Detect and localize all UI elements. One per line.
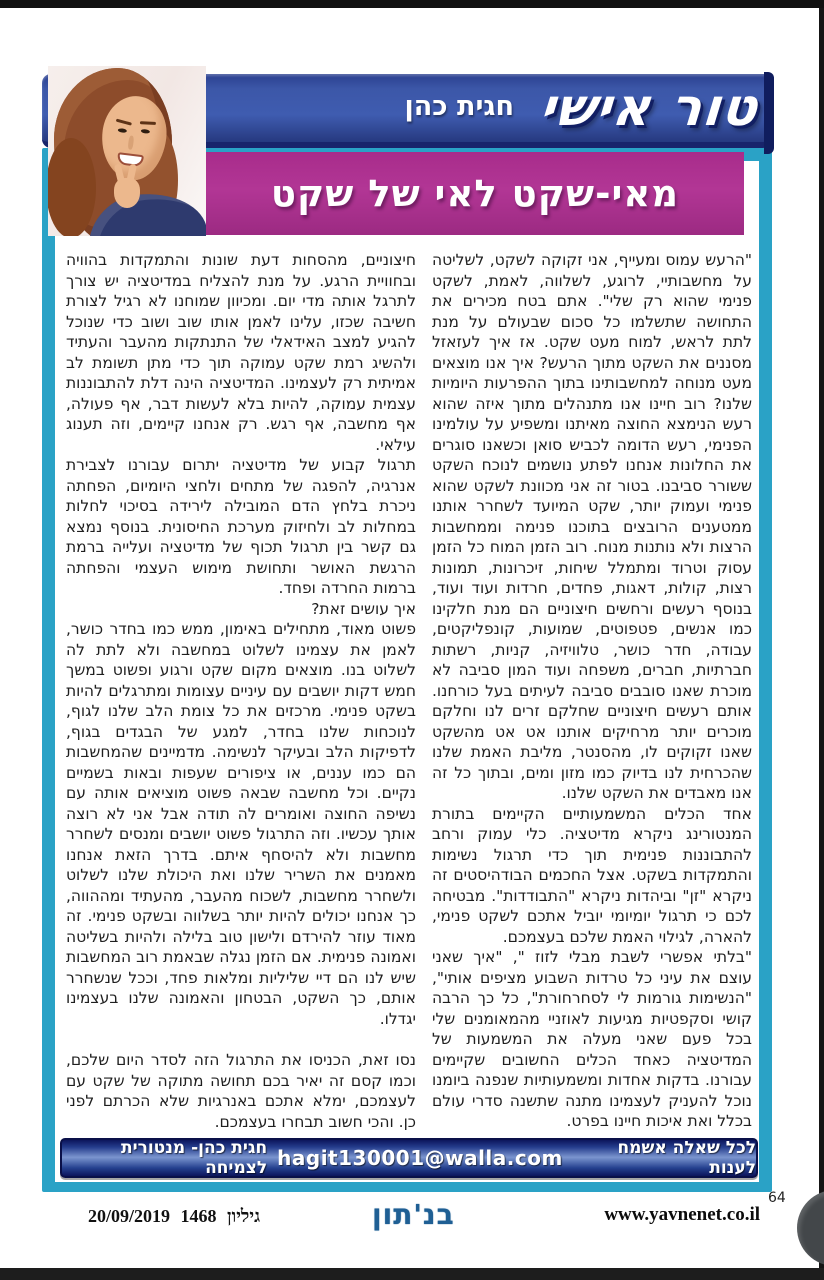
photo-eyebrow	[140, 121, 156, 125]
article-paragraph: "הרעש עמוס ומעייף, אני זקוקה לשקט, לשליטה על מחשבותיי, לרוגע, לשלווה, לאמת, לשקט פנימי שהוא רק שלי". אתם בטח מכירים את התחושה שתשלמו כל סכום שבעולם על מנת לתת לראש, למוח מעט שקט. אז איך לעזאזל מסננים את השקט מתוך הרעש? איך אנו מוצאים מעט מנוחה למחשבותינו בתוך ההפרעות היומיות שלנו? רוב חיינו אנו מתנהלים מתוך איזה שהוא רעש הנימצא החוצה מאיתנו ומשפיע על עולמינו הפנימי, רעש הדומה לכביש סואן וכשאנו סוגרים את החלונות אנחנו לפתע נושמים לנוכח השקט ששורר סביבנו. בטור זה אני מכוונת לשקט שהוא פנימי ועמוק יותר, שקט המיועד לשחרר אותנו ממטענים הרובצים בתוכנו פנימה וממחשבות הרצות ולא נותנות מנוח. רוב הזמן המוח כל הזמן עסוק וטרוד ומתמלל שיחות, זיכרונות, תמונות רצות, קולות, דאגות, פחדים, חרדות ועוד ועוד, בנוסף רעשים ורחשים חיצוניים הם מנת חלקינו כמו אנשים, פטפוטים, שמועות, קונפליקטים, עבודה, חדר כושר, טלוויזיה, קניות, רשתות חברתיות, חברים, משפחה ועוד המון סביבה לא מוכרת שאנו סובבים סביבה לעיתים בעל כורחנו. אותם רעשים חיצוניים שחלקם זרים לנו וחלקם מוכרים יותר מרחיקים אותנו אט אט מהשקט שאנו זקוקים לו, מהסנטר, מליבת האמת שלנו שהכרחית לנו בדיוק כמו מזון ומים, ובתוך כל זה אנו מאבדים את השקט שלנו.	[432, 251, 752, 802]
contact-suffix: חגית כהן- מנטורית לצמיחה	[120, 1138, 268, 1178]
contact-banner	[60, 1138, 758, 1178]
article-paragraph: אחד הכלים המשמעותיים הקיימים בתורת המנטורינג ניקרא מדיטציה. כלי עמוק ורחב להתבוננות פנימית תוך כדי תרגול נשימות והתמקדות בשקט. אצל החכמים הבודהיסטים זה ניקרא "זן" וביהדות ניקרא "התבודדות". מבטיחה לכם כי תרגול יומיומי יוביל אתכם לשקט פנימי, להארה, לגילוי האמת שלכם בעצמכם.	[432, 804, 752, 946]
column-title: טור אישי	[536, 78, 762, 138]
photo-victory-hand	[114, 178, 140, 208]
article-paragraph: פשוט מאוד, מתחילים באימון, ממש כמו בחדר כושר, לאמן את עצמינו לשלוט במחשבה ולא לתת לה לשלוט בנו. מוצאים מקום שקט ורגוע ופשוט במשך חמש דקות יושבים עם עיניים עצומות ומתרגלים להיות בשקט פנימי. מרכזים את כל צומת הלב שלנו לגוף, לנוכחות שלנו בחדר, למגע של הבגדים בגוף, לדפיקות הלב ובעיקר לנשימה. מדמיינים שהמחשבות הם כמו עננים, או ציפורים שעפות ובאות בשמיים נקיים. וכל מחשבה שבאה פשוט מוציאים אותה עם נשיפה החוצה ואומרים לה תודה אבל אני לא רוצה אותך עכשיו. וזה התרגול פשוט יושבים ומנסים לשחרר מחשבות ולא להיסחף איתם. בדרך הזאת אנחנו מאמנים את השריר שלנו ואת היכולת שלנו לשלוט ולשחרר מחשבות, לשכוח מהעבר, מהעתיד ומההווה, כך אנחנו יכולים להיות יותר בשלווה ובשקט פנימי. זה מאוד עוזר להירדם ולישון טוב בלילה ולהיות בשליטה ואמונה פנימית. אם הזמן נגלה שבאמת רוב המחשבות שיש לנו הם דיי שליליות ומלאות פחד, וככל שנשחרר אותם, כך השקט, הבטחון והאמונה שלנו בעצמינו יגדלו.	[66, 620, 416, 1028]
article-paragraph: חיצוניים, מהסחות דעת שונות והתמקדות בהוויה ובחוויית הרגע. על מנת להצליח במדיטציה יש צורך לתרגל אותה מדי יום. ומכיוון שמוחנו לא רגיל לצורת חשיבה שכזו, עלינו לאמן אותו שוב ושוב כדי שנוכל להגיע למצב האידאלי של התנתקות מהעבר והעתיד ולהשיג רמת שקט עמוקה תוך כדי מתן תשומת לב אמיתית רק לעצמינו. המדיטציה הינה דלת להתבוננות עצמית עמוקה, להיות בלא לעשות דבר, אף פעולה, אף מחשבה, אף רגש. רק אנחנו קיימים, וזה תענוג עילאי.	[66, 251, 416, 454]
contact-email: hagit130001@walla.com	[277, 1146, 563, 1170]
author-photo	[48, 66, 206, 236]
headline-band	[206, 152, 744, 235]
photo-eye	[118, 128, 127, 133]
article-column-left	[66, 250, 416, 1134]
website-url: www.yavnenet.co.il	[604, 1204, 760, 1225]
article-paragraph: תרגול קבוע של מדיטציה יתרום עבורנו לצבירת אנרגיה, להפגה של מתחים ולחצי היומיום, הפחתה ניכרת בלחץ הדם המובילה לירידה בסיכוי לחלות במחלות לב ולחיזוק מערכת החיסונית. בנוסף נמצא גם קשר בין תרגול תכוף של מדיטציה ועלייה ברמת הרגשת האושר ותחושת מימוש העצמי והפחתה ברמות החרדה ופחד.	[66, 456, 416, 597]
scan-edge-right	[819, 0, 824, 1280]
scan-edge-bottom	[0, 1268, 824, 1280]
issue-date: 20/09/2019	[88, 1206, 171, 1226]
author-name: חגית כהן	[404, 90, 515, 122]
article-body	[66, 250, 752, 1134]
scan-edge-top	[0, 0, 824, 8]
page-number: 64	[768, 1190, 786, 1206]
article-paragraph: "בלתי אפשרי לשבת מבלי לזוז ", "איך שאני עוצם את עיני כל טרדות השבוע מציפים אותי", "הנשימות גורמות לי לסחרחורת", כל כך הרבה קושי וסקפטיות מגיעות לאוזניי מהמאומנים שלי בכל פעם שאני מעלה את המשמעות של המדיטציה כאחד הכלים החשובים שקיימים עבורנו. בדקות אחדות ומשמעותיות שנפנה ביומנו נוכל להעניק לעצמינו מתנה שתשנה סדרי עולם בכלל ואת איכות חיינו בפרט.	[432, 948, 752, 1130]
article-paragraph: איך עושים זאת?	[311, 599, 416, 618]
article-paragraph	[432, 1132, 752, 1135]
page-footer	[0, 1190, 824, 1242]
headline-text: מאי-שקט לאי של שקט	[270, 172, 680, 215]
issue-number: 1468	[180, 1206, 217, 1226]
photo-eyebrow	[116, 119, 132, 126]
article-paragraph: נסו זאת, הכניסו את התרגול הזה לסדר היום שלכם, וכמו קסם זה יאיר בכם תחושה מתוקה של שקט עם לעצמכם, ימלא אתכם באנרגיות שלא הכרתם לפני כן. והכי חשוב תבחרו בעצמכם.	[66, 1051, 416, 1131]
issue-info	[85, 1206, 263, 1227]
photo-eye	[141, 129, 150, 134]
issue-label: גיליון	[227, 1206, 261, 1226]
contact-prefix: לכל שאלה אשמח לענות	[617, 1138, 756, 1178]
article-column-right	[432, 250, 752, 1134]
newsletter-logo: בנ'תון	[372, 1198, 455, 1231]
photo-nose	[128, 135, 135, 150]
